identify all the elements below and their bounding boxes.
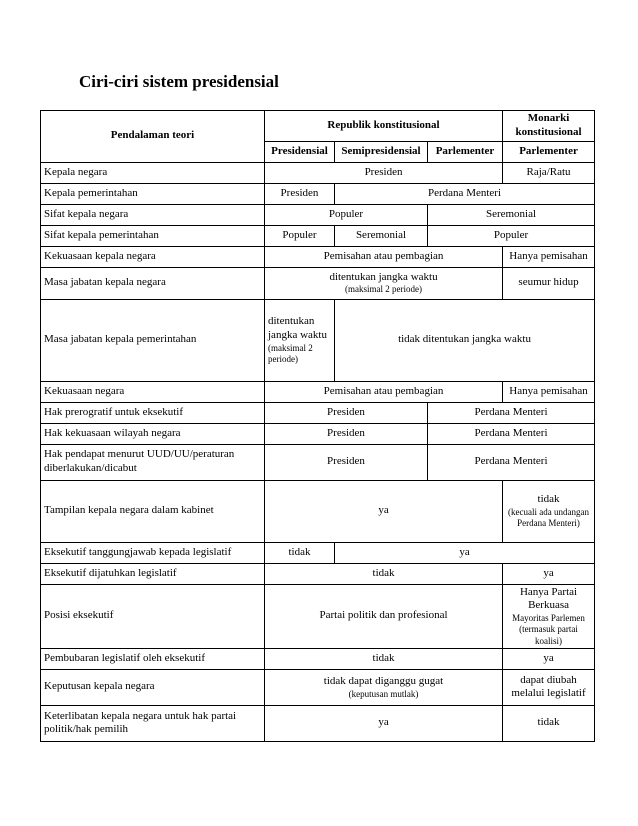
- cell-value: Seremonial: [335, 225, 428, 246]
- cell-value: Hanya pemisahan: [503, 246, 595, 267]
- subheader-presidential: Presidensial: [265, 141, 335, 162]
- table-row: [41, 444, 595, 480]
- row-label: Masa jabatan kepala negara: [41, 267, 265, 299]
- cell-value: tidak ditentukan jangka waktu: [335, 299, 595, 381]
- cell-note: (maksimal 2 periode): [268, 342, 313, 364]
- row-label: Keterlibatan kepala negara untuk hak partai politik/hak pemilih: [41, 705, 265, 741]
- cell-value: Hanya pemisahan: [503, 381, 595, 402]
- row-label: Kekuasaan kepala negara: [41, 246, 265, 267]
- cell-text: ditentukan jangka waktu: [329, 270, 438, 283]
- row-label: Sifat kepala pemerintahan: [41, 225, 265, 246]
- cell-value: Pemisahan atau pembagian: [265, 246, 503, 267]
- row-label: Masa jabatan kepala pemerintahan: [41, 299, 265, 381]
- cell-note: (kecuali ada undangan Perdana Menteri): [508, 506, 590, 528]
- table-row: [41, 267, 595, 299]
- cell-note: Mayoritas Parlemen (termasuk partai koalisi): [512, 613, 585, 646]
- cell-value: Perdana Menteri: [428, 423, 595, 444]
- cell-value: ya: [503, 563, 595, 584]
- cell-text: ditentukan jangka waktu: [268, 315, 327, 341]
- table-row: [41, 542, 595, 563]
- row-label: Kepala negara: [41, 162, 265, 183]
- cell-value: ya: [265, 705, 503, 741]
- table-row: [41, 299, 595, 381]
- subheader-semipresidential: Semipresidensial: [335, 141, 428, 162]
- cell-value: Presiden: [265, 423, 428, 444]
- cell-value: [503, 584, 595, 648]
- cell-text: tidak dapat diganggu gugat: [323, 674, 444, 687]
- row-label: Eksekutif tanggungjawab kepada legislatif: [41, 542, 265, 563]
- cell-value: Populer: [265, 204, 428, 225]
- cell-value: [265, 299, 335, 381]
- table-row: [41, 669, 595, 705]
- cell-value: Partai politik dan profesional: [265, 584, 503, 648]
- row-label: Kepala pemerintahan: [41, 183, 265, 204]
- cell-value: [265, 267, 503, 299]
- cell-value: tidak: [265, 648, 503, 669]
- row-label: Tampilan kepala negara dalam kabinet: [41, 480, 265, 542]
- cell-value: ya: [503, 648, 595, 669]
- cell-value: tidak: [503, 705, 595, 741]
- cell-text: Hanya Partai Berkuasa: [519, 585, 578, 612]
- cell-value: Perdana Menteri: [428, 402, 595, 423]
- cell-value: Presiden: [265, 183, 335, 204]
- row-label: Keputusan kepala negara: [41, 669, 265, 705]
- cell-value: Presiden: [265, 162, 503, 183]
- page-title: Ciri-ciri sistem presidensial: [79, 72, 279, 91]
- table-row: [41, 584, 595, 648]
- row-label: Eksekutif dijatuhkan legislatif: [41, 563, 265, 584]
- row-label: Kekuasaan negara: [41, 381, 265, 402]
- cell-note: (keputusan mutlak): [348, 688, 419, 699]
- table-row: [41, 402, 595, 423]
- table-row: [41, 162, 595, 183]
- table-row: [41, 648, 595, 669]
- table-row: [41, 225, 595, 246]
- header-monarchy: Monarki konstitusional: [503, 111, 595, 142]
- cell-value: Populer: [265, 225, 335, 246]
- cell-value: seumur hidup: [503, 267, 595, 299]
- table-row: [41, 563, 595, 584]
- cell-value: Presiden: [265, 444, 428, 480]
- cell-value: tidak: [265, 563, 503, 584]
- row-label: Pembubaran legislatif oleh eksekutif: [41, 648, 265, 669]
- header-republic: Republik konstitusional: [265, 111, 503, 142]
- subheader-monarchy-parliamentary: Parlementer: [503, 141, 595, 162]
- row-label: Sifat kepala negara: [41, 204, 265, 225]
- cell-note: (maksimal 2 periode): [345, 284, 422, 295]
- cell-value: Seremonial: [428, 204, 595, 225]
- table-row: [41, 381, 595, 402]
- cell-value: dapat diubah melalui legislatif: [503, 669, 595, 705]
- table-row: [41, 204, 595, 225]
- cell-value: tidak: [265, 542, 335, 563]
- subheader-parliamentary: Parlementer: [428, 141, 503, 162]
- cell-text: tidak: [537, 492, 560, 505]
- presidential-system-table: [40, 110, 595, 742]
- cell-value: Presiden: [265, 402, 428, 423]
- row-label: Posisi eksekutif: [41, 584, 265, 648]
- table-row: [41, 246, 595, 267]
- table-row: [41, 423, 595, 444]
- table-row: [41, 183, 595, 204]
- cell-value: Perdana Menteri: [428, 444, 595, 480]
- row-label: Hak prerogratif untuk eksekutif: [41, 402, 265, 423]
- cell-value: Perdana Menteri: [335, 183, 595, 204]
- cell-value: Raja/Ratu: [503, 162, 595, 183]
- row-label: Hak kekuasaan wilayah negara: [41, 423, 265, 444]
- cell-value: [265, 669, 503, 705]
- cell-value: [503, 480, 595, 542]
- cell-value: Populer: [428, 225, 595, 246]
- cell-value: Pemisahan atau pembagian: [265, 381, 503, 402]
- cell-value: ya: [265, 480, 503, 542]
- table-row: [41, 480, 595, 542]
- header-theory: Pendalaman teori: [41, 111, 265, 163]
- cell-value: ya: [335, 542, 595, 563]
- table-row: [41, 705, 595, 741]
- row-label: Hak pendapat menurut UUD/UU/peraturan diberlakukan/dicabut: [41, 444, 265, 480]
- header-row: [41, 111, 595, 142]
